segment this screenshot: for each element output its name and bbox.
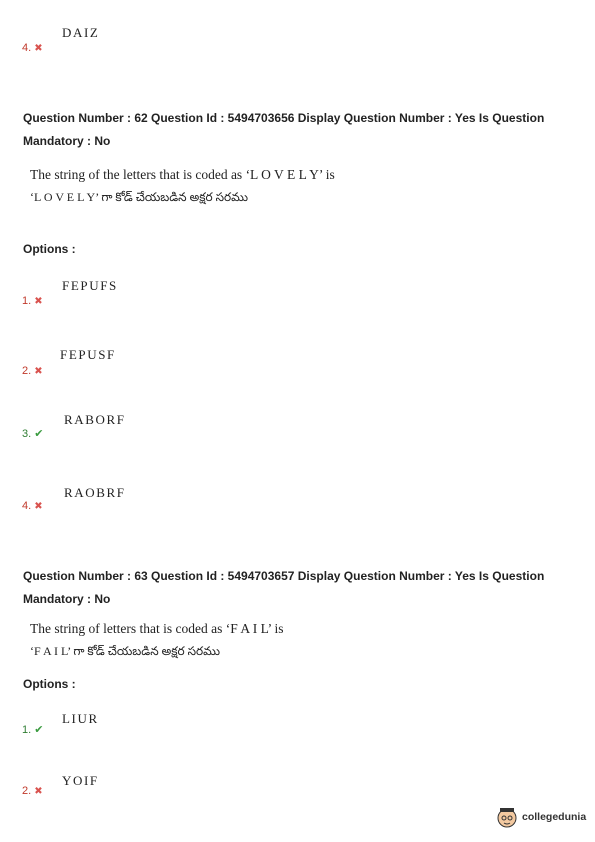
wrong-cross-icon: ✖ <box>34 43 43 54</box>
option-number: 4. ✖ <box>22 42 43 54</box>
collegedunia-logo <box>495 800 587 834</box>
option-text: RAOBRF <box>64 485 126 500</box>
option-number: 4. ✖ <box>22 500 43 512</box>
logo-text: collegedunia <box>522 811 587 823</box>
option-text: YOIF <box>62 773 99 788</box>
option-text: FEPUFS <box>62 278 118 293</box>
question-header: Question Number : 62 Question Id : 5494703656 Display Question Number : Yes Is Question Mandatory : No <box>23 111 545 148</box>
options-label: Options : <box>23 677 76 691</box>
wrong-cross-icon: ✖ <box>34 296 43 307</box>
option-number: 1. ✔ <box>22 723 44 736</box>
option-number: 2. ✖ <box>22 365 43 377</box>
option-number: 2. ✖ <box>22 785 43 797</box>
option-text: DAIZ <box>62 25 100 40</box>
wrong-cross-icon: ✖ <box>34 786 43 797</box>
correct-check-icon: ✔ <box>34 427 44 440</box>
wrong-cross-icon: ✖ <box>34 366 43 377</box>
wrong-cross-icon: ✖ <box>34 501 43 512</box>
option-number: 3. ✔ <box>22 427 44 440</box>
options-label: Options : <box>23 242 76 256</box>
question-text: The string of letters that is coded as ‘F A I L’ is ‘F A I L’ గా కోడ్ చేయబడిన అక్షర సరము <box>30 621 284 658</box>
correct-check-icon: ✔ <box>34 723 44 736</box>
logo-mascot-icon <box>495 805 519 829</box>
question-header: Question Number : 63 Question Id : 5494703657 Display Question Number : Yes Is Question Mandatory : No <box>23 569 545 606</box>
option-text: LIUR <box>62 711 99 726</box>
option-text: FEPUSF <box>60 347 116 362</box>
option-text: RABORF <box>64 412 126 427</box>
option-number: 1. ✖ <box>22 295 43 307</box>
question-text: The string of the letters that is coded as ‘L O V E L Y’ is ‘L O V E L Y’ గా కోడ్ చేయబడిన అక్షర సరము <box>30 167 335 204</box>
